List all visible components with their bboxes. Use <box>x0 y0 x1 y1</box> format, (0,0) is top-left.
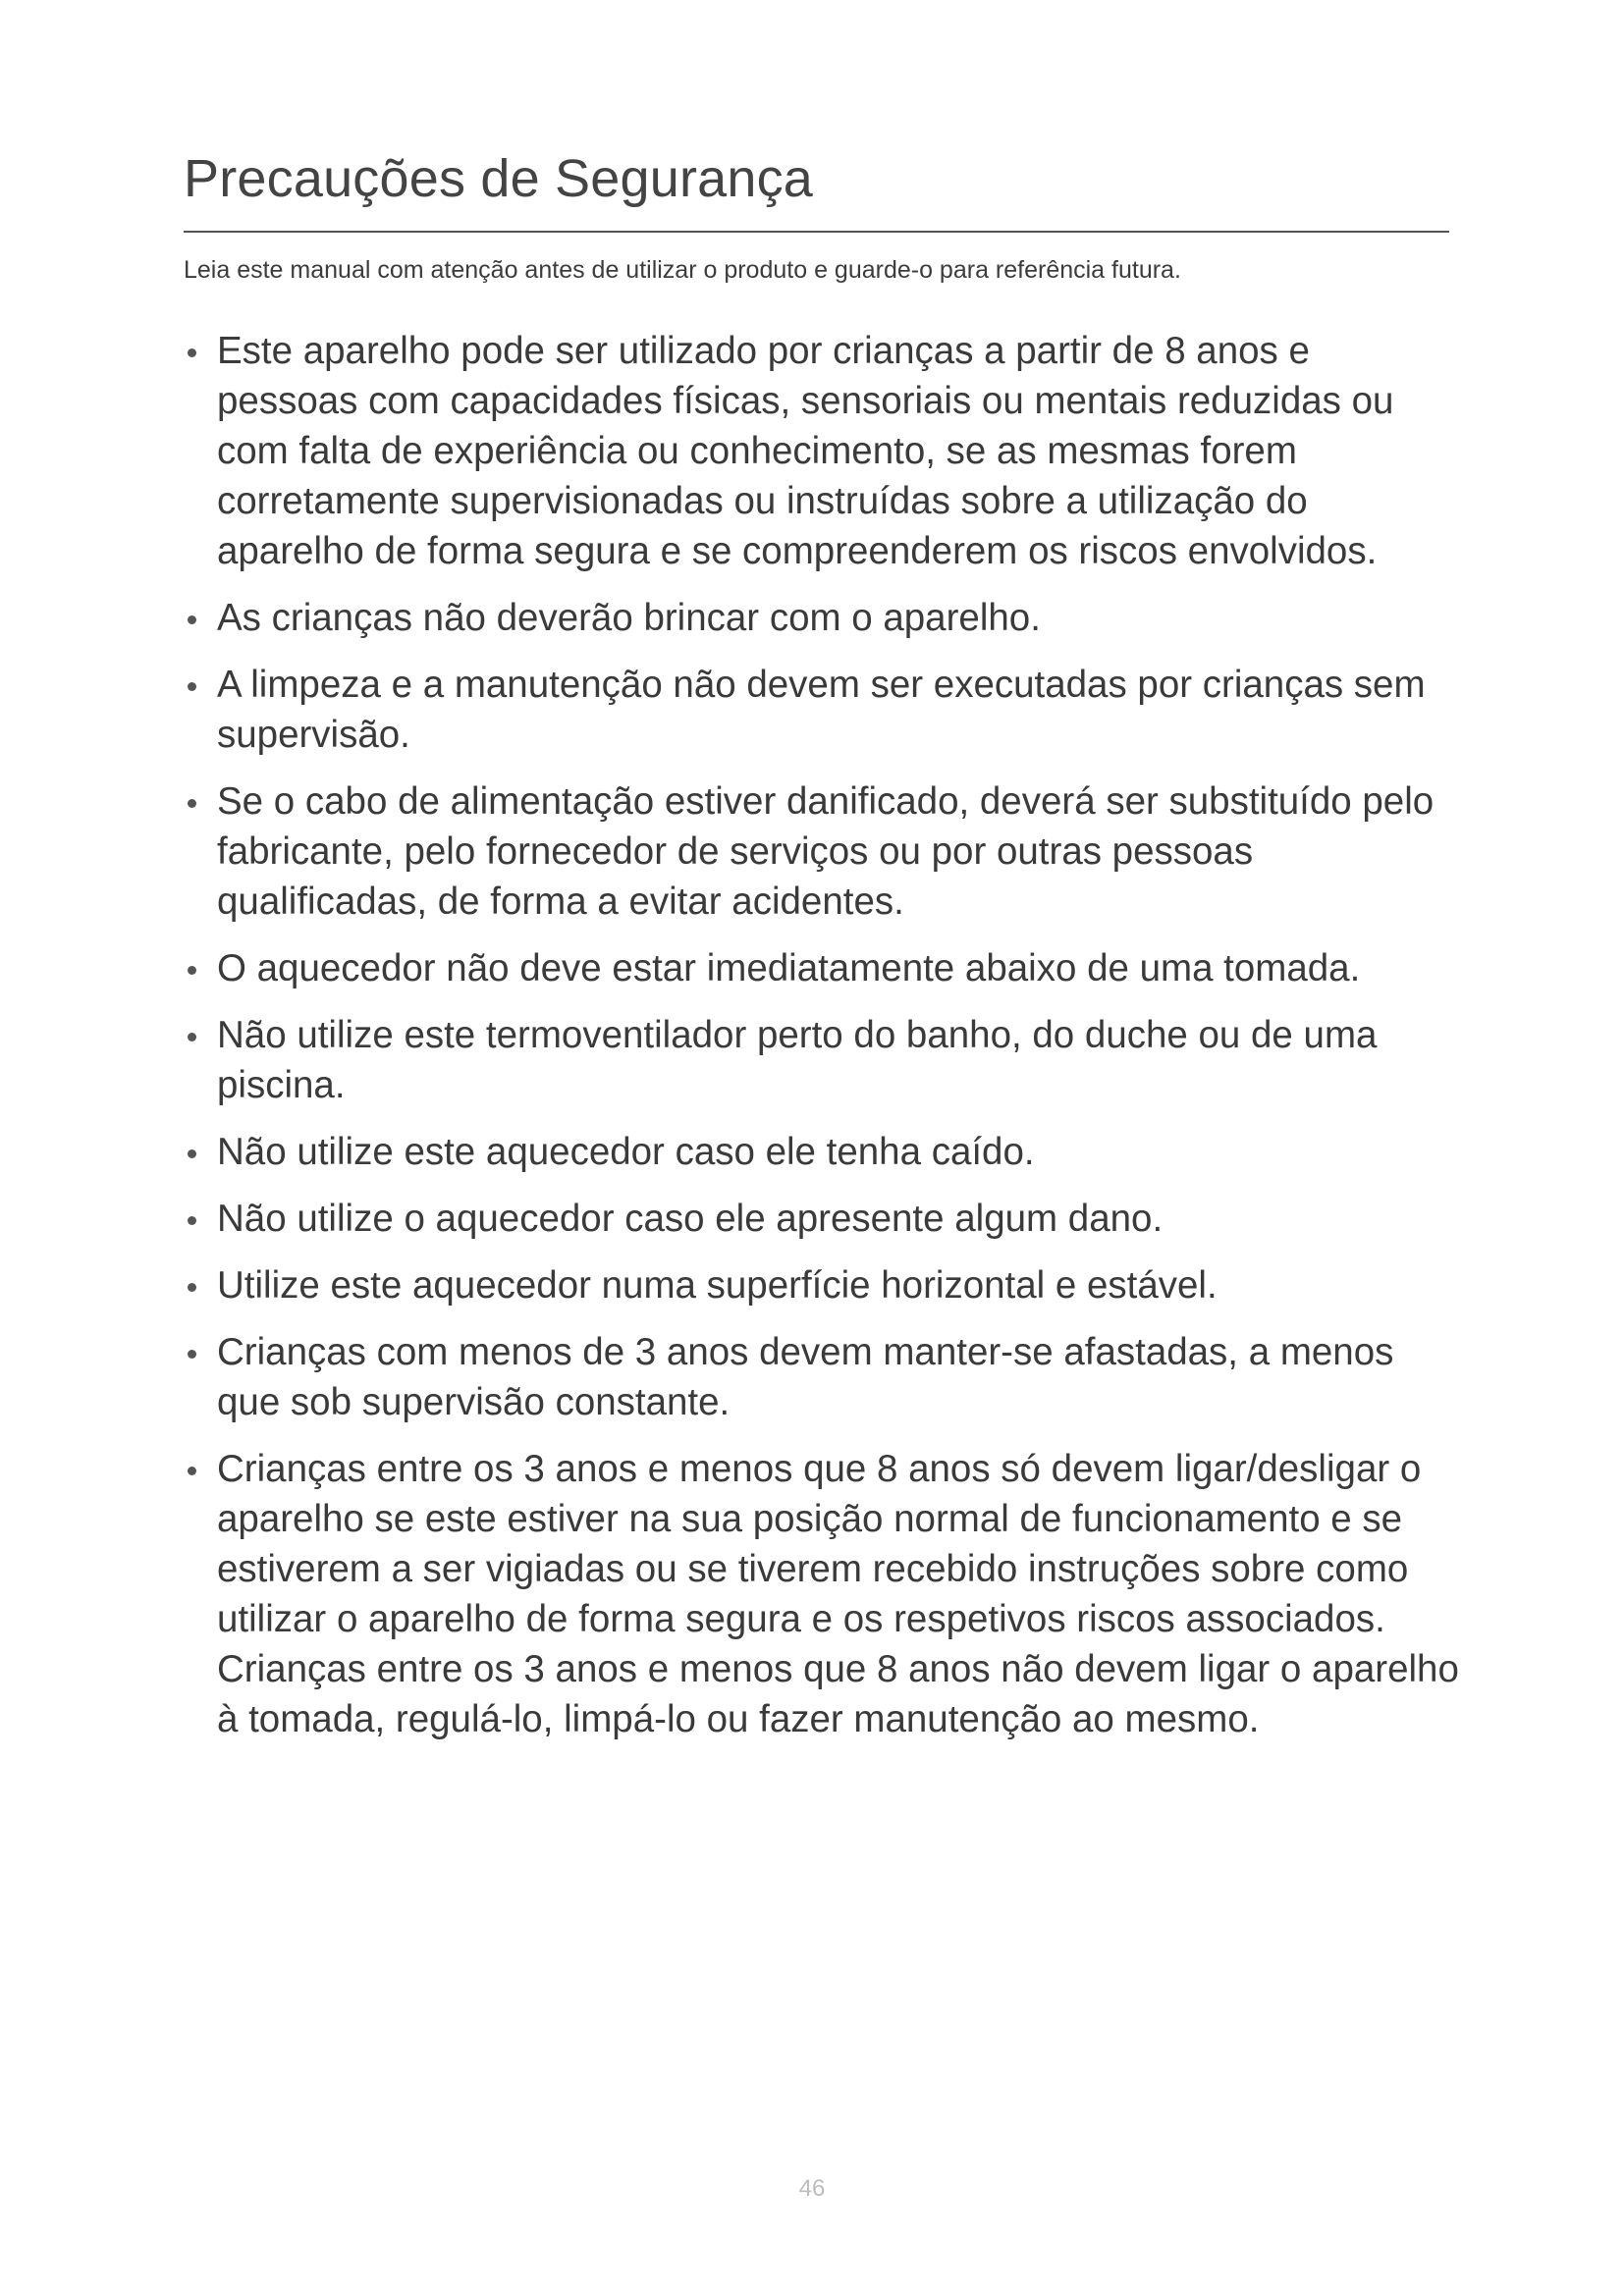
list-item <box>184 660 1460 760</box>
bullet-icon <box>188 682 196 691</box>
list-item-text: Crianças entre os 3 anos e menos que 8 anos só devem ligar/desligar o aparelho se este estiver na sua posição normal de funcionamento e se estiverem a ser vigiadas ou se tiverem recebido instruções sobre como utilizar o aparelho de forma segura e os respetivos riscos associados. Crianças entre os 3 anos e menos que 8 anos não devem ligar o aparelho à tomada, regulá-lo, limpá-lo ou fazer manutenção ao mesmo. <box>217 1448 1459 1740</box>
list-item-text: As crianças não deverão brincar com o aparelho. <box>217 597 1041 639</box>
list-item <box>184 593 1460 643</box>
bullet-icon <box>188 1216 196 1225</box>
list-item <box>184 776 1460 927</box>
list-item-text: A limpeza e a manutenção não devem ser executadas por crianças sem supervisão. <box>217 664 1426 756</box>
page-title: Precauções de Segurança <box>184 149 814 208</box>
title-divider <box>184 231 1449 233</box>
bullet-icon <box>188 348 196 357</box>
bullet-icon <box>188 1283 196 1292</box>
list-item-text: Este aparelho pode ser utilizado por crianças a partir de 8 anos e pessoas com capacidades físicas, sensoriais ou mentais reduzidas ou com falta de experiência ou conhecimento, se as mesmas forem corretamente supervisionadas ou instruídas sobre a utilização do aparelho de forma segura e se compreenderem os riscos envolvidos. <box>217 330 1394 572</box>
bullet-icon <box>188 799 196 808</box>
list-item <box>184 1194 1460 1244</box>
list-item-text: Não utilize este aquecedor caso ele tenha caído. <box>217 1131 1035 1173</box>
safety-precautions-list <box>184 326 1460 1761</box>
intro-text: Leia este manual com atenção antes de utilizar o produto e guarde-o para referência futura. <box>184 256 1181 284</box>
list-item <box>184 1127 1460 1177</box>
page-number: 46 <box>798 2175 826 2202</box>
list-item-text: Não utilize este termoventilador perto do banho, do duche ou de uma piscina. <box>217 1014 1378 1106</box>
list-item <box>184 1444 1460 1744</box>
list-item <box>184 1010 1460 1110</box>
list-item <box>184 943 1460 993</box>
list-item <box>184 326 1460 576</box>
list-item-text: O aquecedor não deve estar imediatamente abaixo de uma tomada. <box>217 947 1361 989</box>
bullet-icon <box>188 1467 196 1475</box>
list-item-text: Se o cabo de alimentação estiver danificado, deverá ser substituído pelo fabricante, pelo fornecedor de serviços ou por outras pessoas qualificadas, de forma a evitar acidentes. <box>217 780 1435 923</box>
list-item-text: Utilize este aquecedor numa superfície horizontal e estável. <box>217 1264 1218 1307</box>
bullet-icon <box>188 1350 196 1359</box>
bullet-icon <box>188 1149 196 1158</box>
bullet-icon <box>188 1033 196 1041</box>
list-item <box>184 1260 1460 1310</box>
bullet-icon <box>188 966 196 975</box>
list-item <box>184 1327 1460 1427</box>
list-item-text: Crianças com menos de 3 anos devem manter-se afastadas, a menos que sob supervisão constante. <box>217 1331 1394 1423</box>
bullet-icon <box>188 615 196 624</box>
list-item-text: Não utilize o aquecedor caso ele apresente algum dano. <box>217 1198 1164 1240</box>
